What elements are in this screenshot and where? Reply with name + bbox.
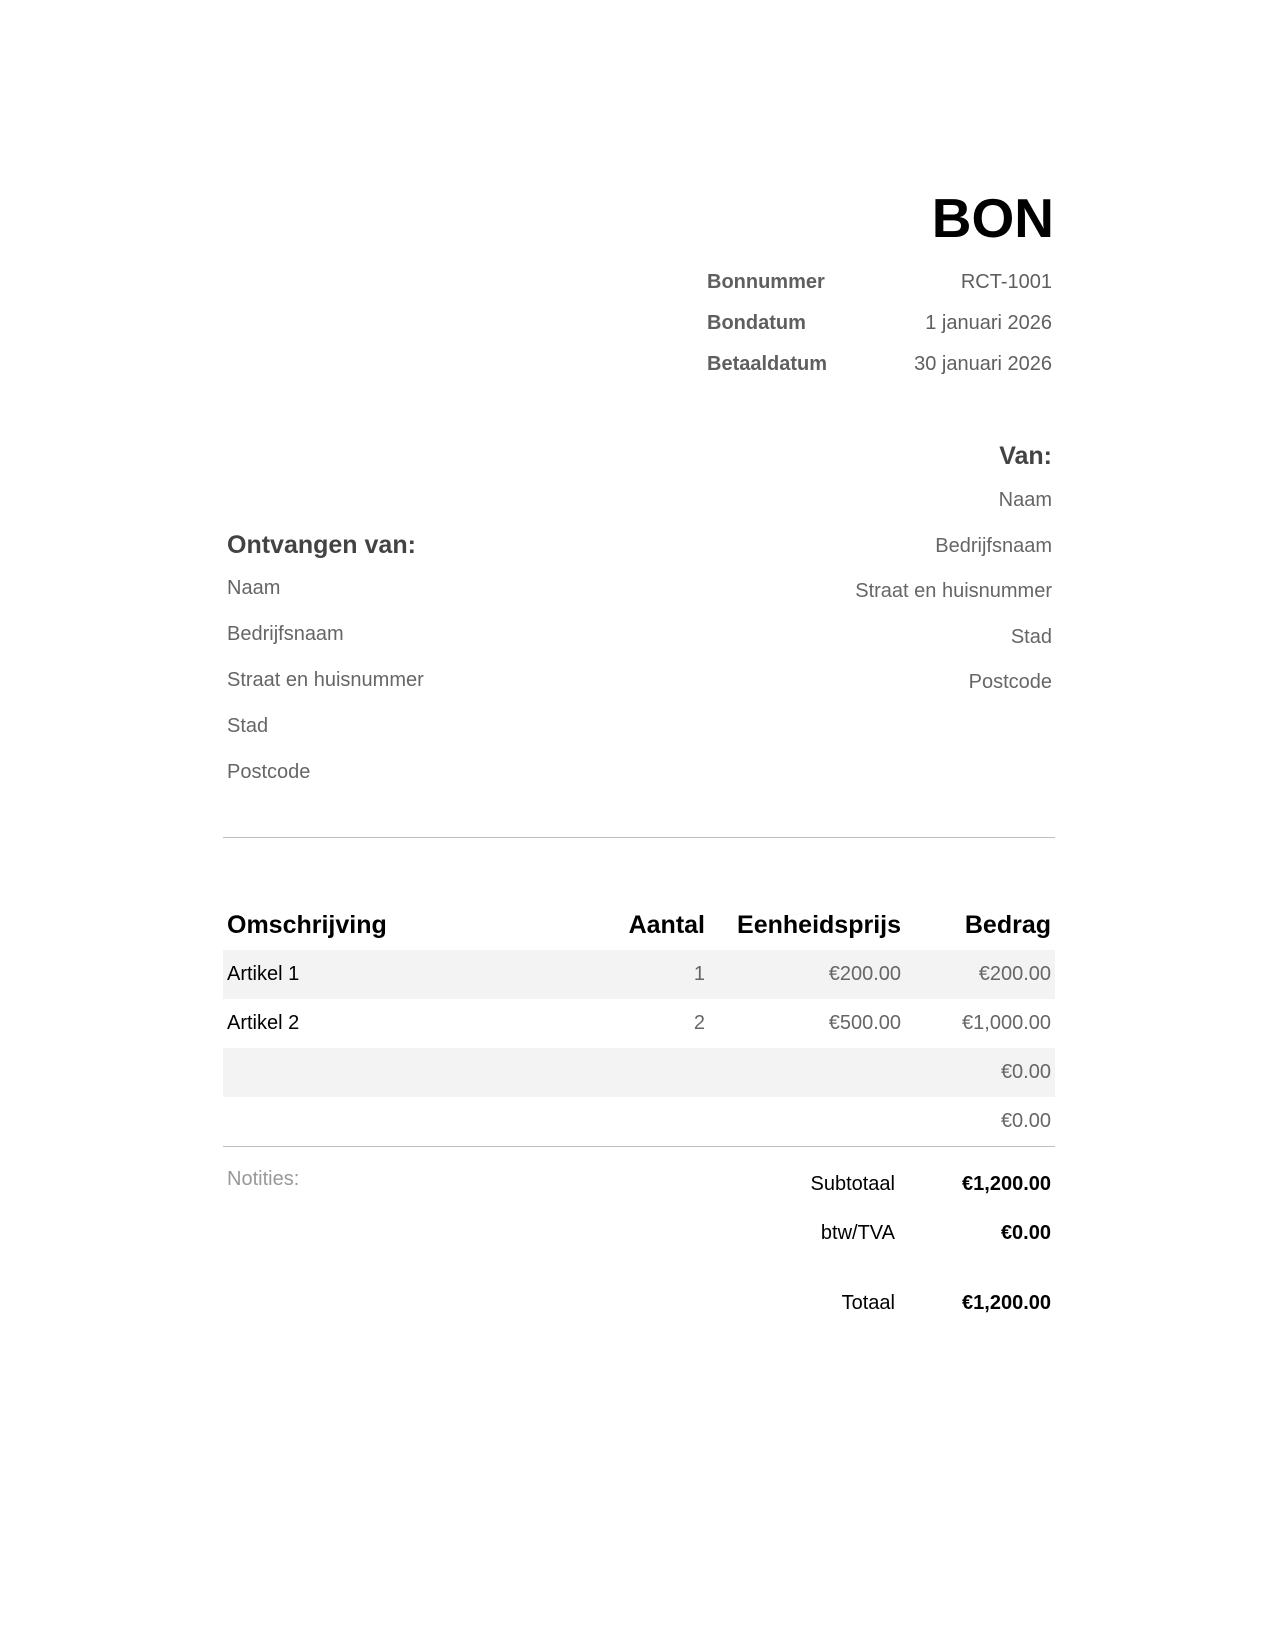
payer-address [227,525,424,795]
table-bottom-rule [223,1146,1055,1147]
subtotal-value: €1,200.00 [962,1172,1051,1195]
row-amount: €0.00 [1000,1110,1051,1132]
table-row [223,1048,1055,1097]
total-label: Totaal [841,1291,895,1314]
row-amount: €1,000.00 [962,1012,1051,1034]
receipt-date-row [707,303,1052,344]
total-value: €1,200.00 [962,1291,1051,1314]
row-unit-price: €200.00 [828,963,901,985]
row-description: Artikel 1 [227,963,300,985]
sender-street: Straat en huisnummer [855,580,1052,602]
row-unit-price: €500.00 [828,1012,901,1034]
header-description: Omschrijving [227,911,387,939]
payer-company: Bedrijfsnaam [227,623,344,645]
receipt-date-value: 1 januari 2026 [925,312,1052,334]
table-header [223,901,1055,950]
header-amount: Bedrag [964,911,1051,939]
sender-heading: Van: [999,442,1052,470]
row-description: Artikel 2 [227,1012,300,1034]
totals-block [700,1160,1055,1328]
table-row [223,1097,1055,1146]
document-title: BON [931,187,1054,249]
header-quantity: Aantal [628,911,705,939]
subtotal-row [700,1160,1055,1208]
section-divider [223,837,1055,838]
receipt-meta [707,262,1052,385]
sender-address [855,434,1052,706]
payment-date-label: Betaaldatum [707,353,828,375]
row-amount: €200.00 [978,963,1051,985]
table-row [223,999,1055,1048]
payer-city: Stad [227,715,269,737]
payer-postcode: Postcode [227,761,311,783]
row-quantity: 2 [693,1012,705,1034]
payer-heading: Ontvangen van: [227,531,416,559]
receipt-number-value: RCT-1001 [960,271,1052,293]
sender-company: Bedrijfsnaam [935,534,1052,557]
notes-label: Notities: [227,1168,300,1190]
payment-date-row [707,344,1052,385]
receipt-date-label: Bondatum [707,312,806,334]
payer-street: Straat en huisnummer [227,669,424,691]
sender-city: Stad [1010,625,1052,648]
receipt-number-row [707,262,1052,303]
total-row [700,1278,1055,1328]
table-row [223,950,1055,999]
row-amount: €0.00 [1000,1061,1051,1083]
sender-postcode: Postcode [968,671,1052,693]
tax-label: btw/TVA [820,1221,895,1244]
sender-name: Naam [998,489,1052,511]
receipt-number-label: Bonnummer [707,271,825,293]
payer-name: Naam [227,577,281,599]
line-items-table [223,901,1055,1147]
header-unit-price: Eenheidsprijs [737,911,901,939]
subtotal-label: Subtotaal [810,1172,895,1195]
tax-row [700,1208,1055,1258]
payment-date-value: 30 januari 2026 [914,353,1052,375]
row-quantity: 1 [693,963,705,985]
tax-value: €0.00 [1000,1221,1051,1244]
